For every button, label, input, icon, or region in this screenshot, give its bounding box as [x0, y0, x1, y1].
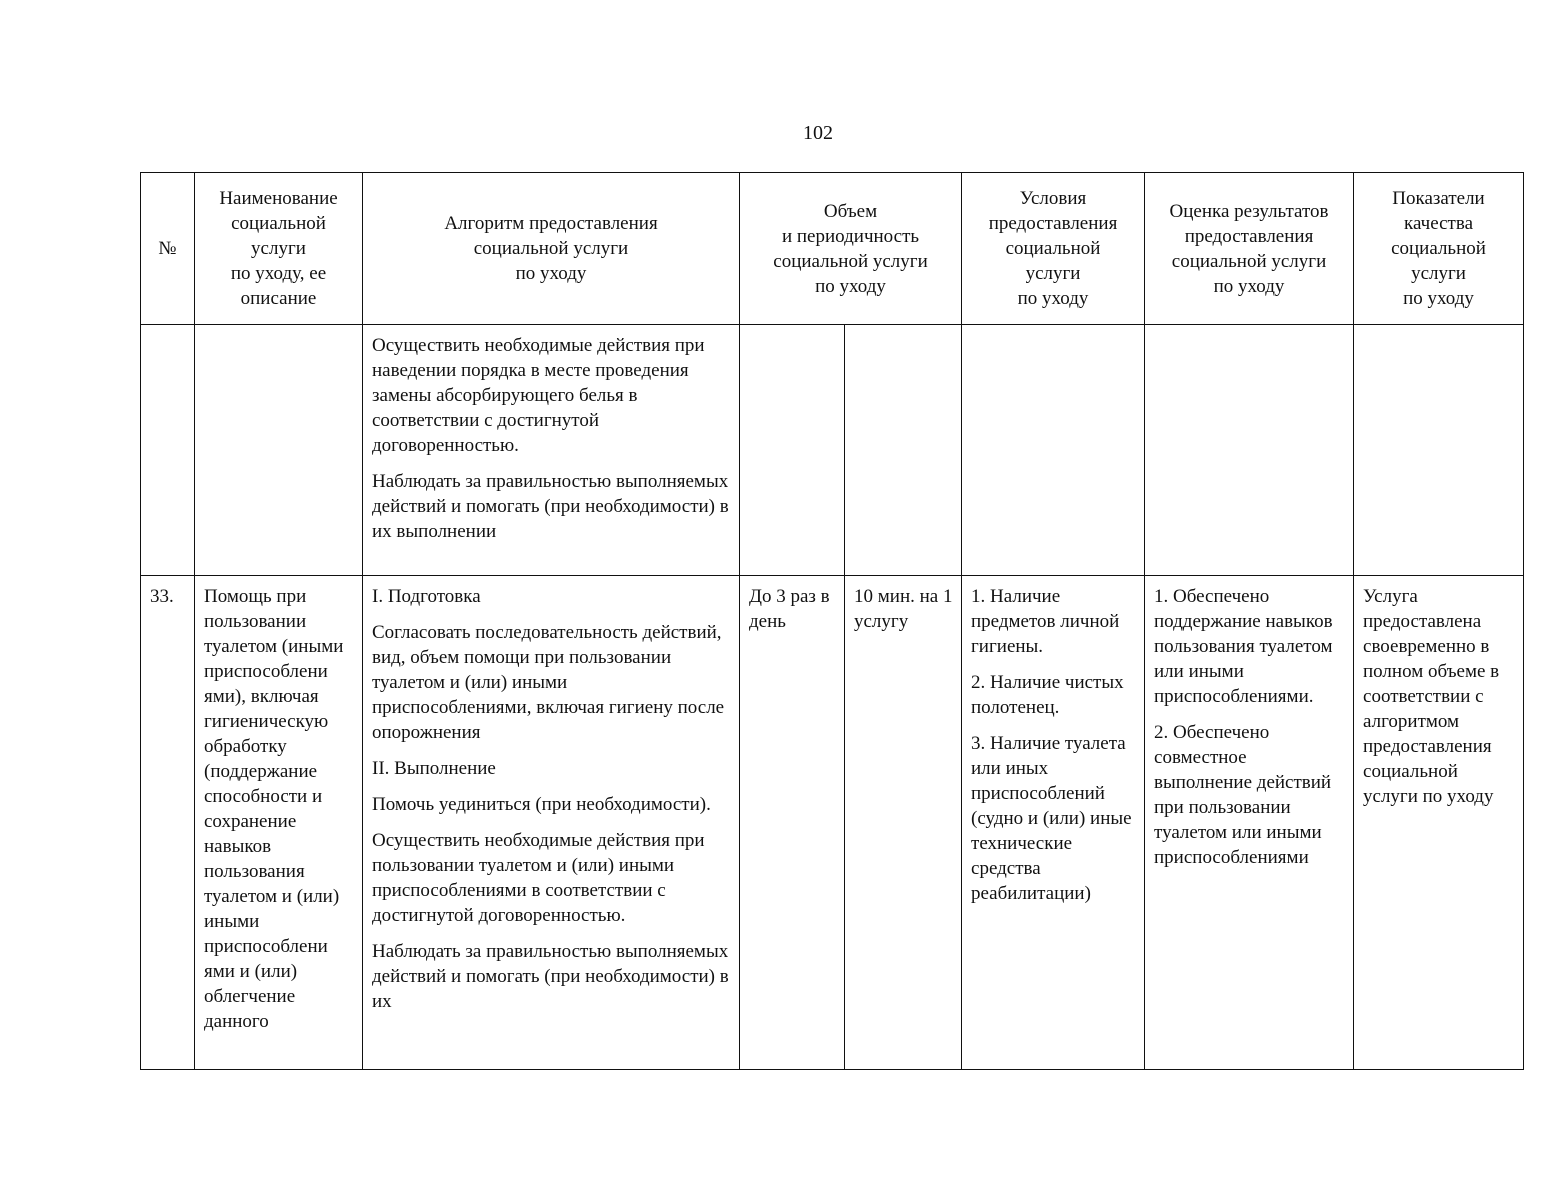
header-quality: Показатели качества социальной услуги по уходу [1354, 173, 1524, 325]
algorithm-step: Осуществить необходимые действия при пользовании туалетом и (или) иными приспособлениями в соответствии с достигнутой договоренностью. [372, 830, 705, 926]
continuation-row [141, 325, 1524, 576]
algorithm-step: Наблюдать за правильностью выполняемых действий и помогать (при необходимости) в их [372, 941, 729, 1012]
quality-cell [1354, 576, 1524, 1070]
service-name: Помощь при пользовании туалетом (иными приспособлени ями), включая гигиеническую обработку (поддержание способности и сохранение навыков пользования туалетом и (или) иными приспособлени ями и (или) облегчение данного [204, 586, 344, 1032]
cont-name-cell [195, 325, 363, 576]
algorithm-step: Согласовать последовательность действий, вид, объем помощи при пользовании туалетом и (или) иными приспособлениями, включая гигиену после опорожнения [372, 622, 725, 743]
evaluation-item: 1. Обеспечено поддержание навыков пользования туалетом или иными приспособлениями. [1154, 586, 1333, 707]
algorithm-step: II. Выполнение [372, 758, 496, 779]
condition-item: 1. Наличие предметов личной гигиены. [971, 586, 1120, 657]
cont-num-cell [141, 325, 195, 576]
evaluation-cell [1145, 576, 1354, 1070]
row-number: 33. [141, 576, 195, 1070]
header-volume: Объем и периодичность социальной услуги по уходу [740, 173, 962, 325]
algorithm-step: I. Подготовка [372, 586, 481, 607]
evaluation-item: 2. Обеспечено совместное выполнение действий при пользовании туалетом или иными приспособлениями [1154, 722, 1332, 868]
cont-algorithm-step: Наблюдать за правильностью выполняемых действий и помогать (при необходимости) в их выполнении [372, 471, 729, 542]
periodicity-value: 10 мин. на 1 услугу [854, 586, 953, 632]
cont-volume-cell [740, 325, 845, 576]
header-num: № [141, 173, 195, 325]
service-name-cell [195, 576, 363, 1070]
cont-evaluation-cell [1145, 325, 1354, 576]
condition-item: 3. Наличие туалета или иных приспособлений (судно и (или) иные технические средства реабилитации) [971, 733, 1132, 904]
cont-periodicity-cell [845, 325, 962, 576]
volume-value: До 3 раз в день [749, 586, 830, 632]
header-algorithm: Алгоритм предоставления социальной услуги по уходу [363, 173, 740, 325]
algorithm-step: Помочь уединиться (при необходимости). [372, 794, 711, 815]
algorithm-cell [363, 576, 740, 1070]
header-conditions: Условия предоставления социальной услуги по уходу [962, 173, 1145, 325]
periodicity-cell [845, 576, 962, 1070]
header-evaluation: Оценка результатов предоставления социальной услуги по уходу [1145, 173, 1354, 325]
condition-item: 2. Наличие чистых полотенец. [971, 672, 1124, 718]
service-row-33 [141, 576, 1524, 1070]
services-table [140, 172, 1524, 1070]
cont-algorithm-cell [363, 325, 740, 576]
header-row [141, 173, 1524, 325]
quality-value: Услуга предоставлена своевременно в полном объеме в соответствии с алгоритмом предоставления социальной услуги по уходу [1363, 586, 1500, 807]
header-service-name: Наименование социальной услуги по уходу, ее описание [195, 173, 363, 325]
volume-cell [740, 576, 845, 1070]
cont-conditions-cell [962, 325, 1145, 576]
conditions-cell [962, 576, 1145, 1070]
cont-algorithm-step: Осуществить необходимые действия при наведении порядка в месте проведения замены абсорбирующего белья в соответствии с достигнутой договоренностью. [372, 335, 705, 456]
page-number: 102 [803, 122, 833, 144]
cont-quality-cell [1354, 325, 1524, 576]
